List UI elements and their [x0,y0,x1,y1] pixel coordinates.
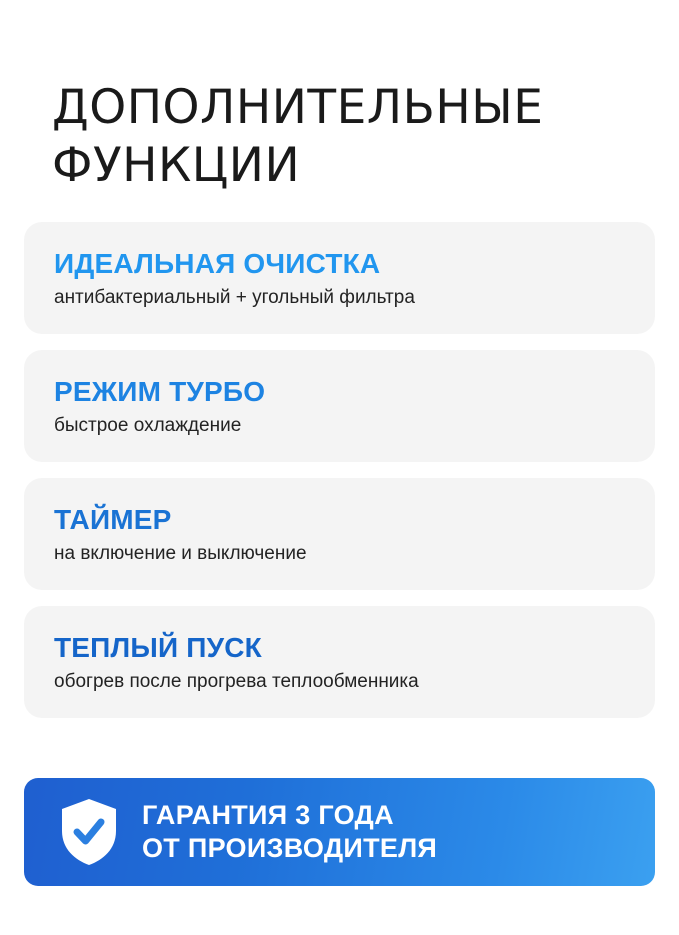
feature-title: ИДЕАЛЬНАЯ ОЧИСТКА [54,248,381,279]
feature-card-warm-start [24,606,655,718]
feature-title: ТЕПЛЫЙ ПУСК [54,632,262,663]
feature-card-timer [24,478,655,590]
feature-description: обогрев после прогрева теплообменника [54,671,419,692]
guarantee-line-1: ГАРАНТИЯ 3 ГОДА [142,800,394,830]
page-title: ДОПОЛНИТЕЛЬНЫЕ ФУНКЦИИ [52,80,544,194]
feature-description: быстрое охлаждение [54,415,242,436]
feature-card-turbo-mode [24,350,655,462]
feature-card-perfect-cleaning [24,222,655,334]
guarantee-banner [24,778,655,886]
guarantee-text [142,799,437,865]
feature-title: ТАЙМЕР [54,504,172,535]
feature-description: на включение и выключение [54,543,307,564]
feature-list [24,222,655,734]
guarantee-line-2: ОТ ПРОИЗВОДИТЕЛЯ [142,833,438,863]
feature-title: РЕЖИМ ТУРБО [54,376,266,407]
feature-description: антибактериальный + угольный фильтра [54,287,415,308]
shield-check-icon [58,797,120,867]
